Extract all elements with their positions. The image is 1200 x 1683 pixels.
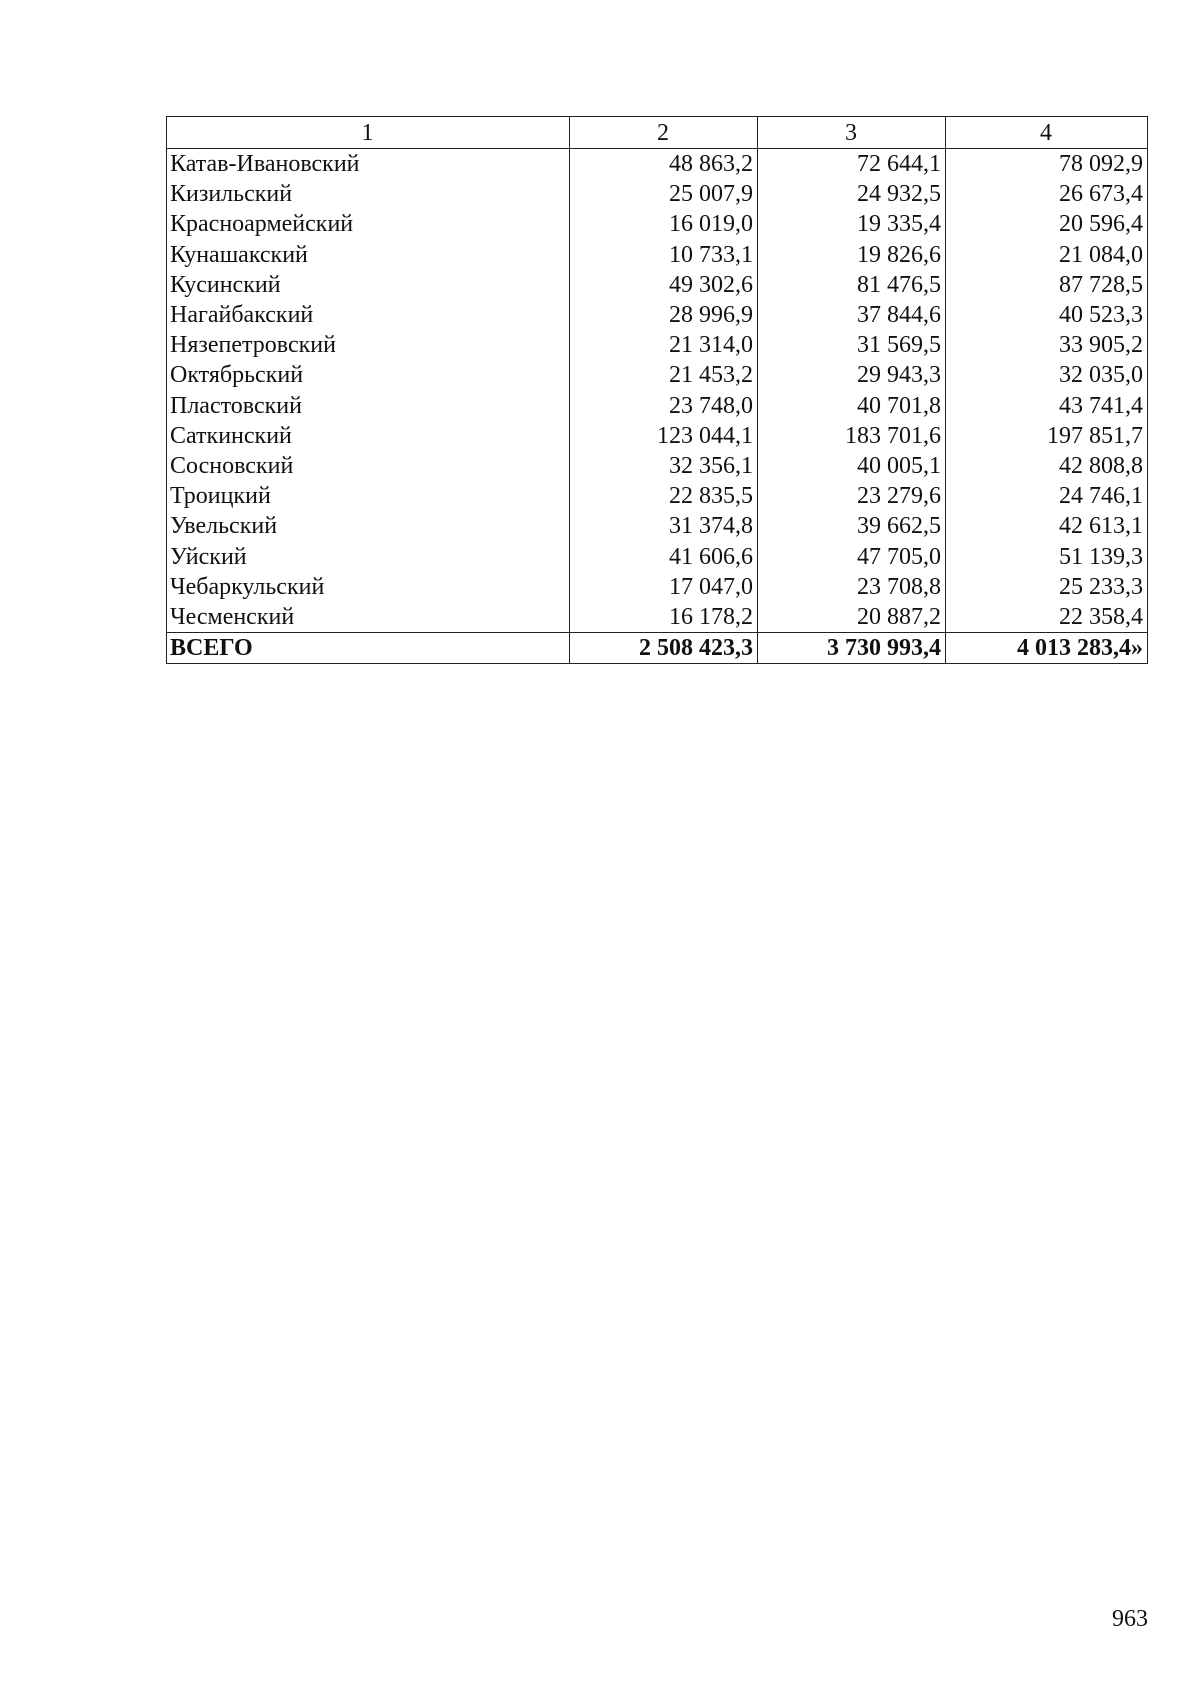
value-col-2: 17 047,0 (570, 572, 758, 602)
table-row (167, 451, 1148, 481)
table-row (167, 421, 1148, 451)
value-col-2: 16 019,0 (570, 209, 758, 239)
district-name: Чесменский (167, 602, 570, 633)
table-header (167, 117, 1148, 149)
total-value-col-2: 2 508 423,3 (570, 633, 758, 664)
value-col-4: 22 358,4 (946, 602, 1148, 633)
value-col-4: 42 613,1 (946, 511, 1148, 541)
value-col-3: 183 701,6 (758, 421, 946, 451)
total-label: ВСЕГО (167, 633, 570, 664)
column-header-4: 4 (946, 117, 1148, 149)
value-col-4: 33 905,2 (946, 330, 1148, 360)
column-header-2: 2 (570, 117, 758, 149)
value-col-2: 10 733,1 (570, 240, 758, 270)
table-row (167, 149, 1148, 180)
value-col-4: 21 084,0 (946, 240, 1148, 270)
value-col-3: 31 569,5 (758, 330, 946, 360)
district-name: Пластовский (167, 391, 570, 421)
district-name: Увельский (167, 511, 570, 541)
value-col-2: 41 606,6 (570, 541, 758, 571)
district-name: Уйский (167, 541, 570, 571)
value-col-3: 20 887,2 (758, 602, 946, 633)
table-row (167, 330, 1148, 360)
column-header-1: 1 (167, 117, 570, 149)
value-col-2: 16 178,2 (570, 602, 758, 633)
value-col-3: 40 701,8 (758, 391, 946, 421)
header-row (167, 117, 1148, 149)
value-col-2: 25 007,9 (570, 179, 758, 209)
table-row (167, 602, 1148, 633)
value-col-4: 25 233,3 (946, 572, 1148, 602)
table-row (167, 360, 1148, 390)
table-row (167, 481, 1148, 511)
value-col-4: 40 523,3 (946, 300, 1148, 330)
table-row (167, 209, 1148, 239)
value-col-2: 21 453,2 (570, 360, 758, 390)
district-name: Чебаркульский (167, 572, 570, 602)
value-col-4: 78 092,9 (946, 149, 1148, 180)
table-row (167, 572, 1148, 602)
district-name: Кунашакский (167, 240, 570, 270)
total-value-col-3: 3 730 993,4 (758, 633, 946, 664)
table-row (167, 391, 1148, 421)
value-col-3: 23 708,8 (758, 572, 946, 602)
table-row (167, 511, 1148, 541)
table-row (167, 179, 1148, 209)
total-row (167, 633, 1148, 664)
district-name: Сосновский (167, 451, 570, 481)
value-col-2: 28 996,9 (570, 300, 758, 330)
table-row (167, 240, 1148, 270)
value-col-2: 31 374,8 (570, 511, 758, 541)
value-col-2: 22 835,5 (570, 481, 758, 511)
value-col-3: 81 476,5 (758, 270, 946, 300)
table-body (167, 149, 1148, 664)
value-col-3: 19 335,4 (758, 209, 946, 239)
value-col-4: 51 139,3 (946, 541, 1148, 571)
value-col-4: 43 741,4 (946, 391, 1148, 421)
value-col-2: 23 748,0 (570, 391, 758, 421)
value-col-3: 19 826,6 (758, 240, 946, 270)
value-col-4: 32 035,0 (946, 360, 1148, 390)
value-col-4: 24 746,1 (946, 481, 1148, 511)
value-col-3: 47 705,0 (758, 541, 946, 571)
value-col-4: 20 596,4 (946, 209, 1148, 239)
district-name: Кизильский (167, 179, 570, 209)
value-col-3: 24 932,5 (758, 179, 946, 209)
value-col-3: 37 844,6 (758, 300, 946, 330)
district-name: Кусинский (167, 270, 570, 300)
value-col-4: 87 728,5 (946, 270, 1148, 300)
district-name: Красноармейский (167, 209, 570, 239)
table-row (167, 541, 1148, 571)
page-number: 963 (1112, 1606, 1148, 1632)
value-col-4: 197 851,7 (946, 421, 1148, 451)
value-col-2: 123 044,1 (570, 421, 758, 451)
district-name: Саткинский (167, 421, 570, 451)
district-name: Троицкий (167, 481, 570, 511)
total-value-col-4: 4 013 283,4» (946, 633, 1148, 664)
value-col-2: 32 356,1 (570, 451, 758, 481)
value-col-3: 23 279,6 (758, 481, 946, 511)
data-table (166, 116, 1148, 664)
value-col-3: 40 005,1 (758, 451, 946, 481)
column-header-3: 3 (758, 117, 946, 149)
value-col-4: 26 673,4 (946, 179, 1148, 209)
value-col-2: 49 302,6 (570, 270, 758, 300)
value-col-3: 29 943,3 (758, 360, 946, 390)
district-name: Нязепетровский (167, 330, 570, 360)
value-col-4: 42 808,8 (946, 451, 1148, 481)
district-name: Октябрьский (167, 360, 570, 390)
value-col-3: 72 644,1 (758, 149, 946, 180)
table-row (167, 270, 1148, 300)
district-name: Катав-Ивановский (167, 149, 570, 180)
table-row (167, 300, 1148, 330)
value-col-3: 39 662,5 (758, 511, 946, 541)
value-col-2: 21 314,0 (570, 330, 758, 360)
district-name: Нагайбакский (167, 300, 570, 330)
value-col-2: 48 863,2 (570, 149, 758, 180)
